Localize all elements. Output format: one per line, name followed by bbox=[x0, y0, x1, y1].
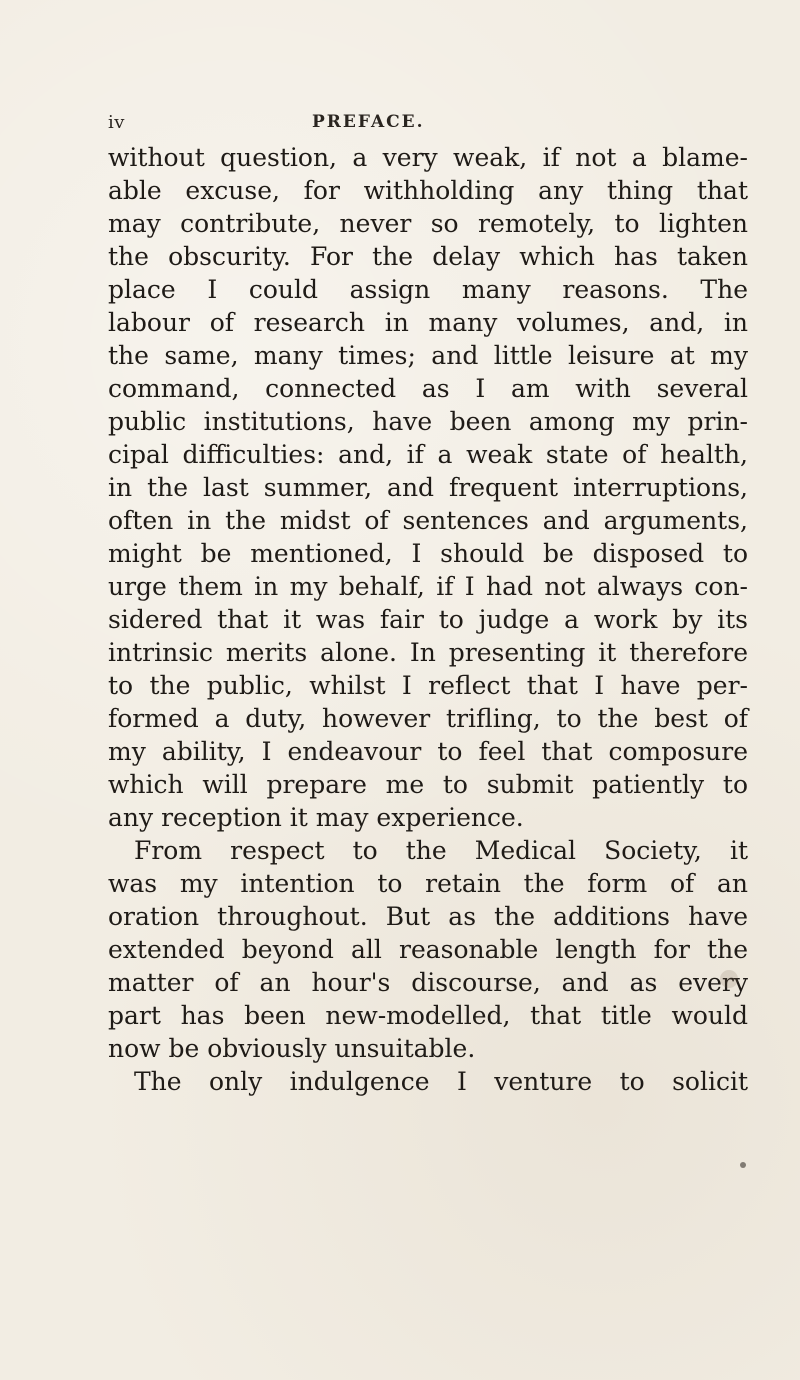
text-line: now be obviously unsuitable. bbox=[108, 1034, 476, 1063]
text-line: command, connected as I am with several bbox=[108, 374, 748, 403]
page-header bbox=[108, 112, 668, 136]
text-line: labour of research in many volumes, and, in bbox=[108, 308, 748, 337]
text-line: the obscurity. For the delay which has taken bbox=[108, 242, 748, 271]
text-line: urge them in my behalf, if I had not always con- bbox=[108, 572, 748, 601]
text-line: might be mentioned, I should be disposed to bbox=[108, 539, 748, 568]
paper-smudge bbox=[720, 970, 738, 988]
text-line: intrinsic merits alone. In presenting it therefore bbox=[108, 638, 748, 667]
page-number: iv bbox=[108, 112, 125, 133]
text-line: able excuse, for withholding any thing that bbox=[108, 176, 748, 205]
text-line: From respect to the Medical Society, it bbox=[134, 836, 748, 865]
text-line: which will prepare me to submit patiently to bbox=[108, 770, 748, 799]
text-line: extended beyond all reasonable length for the bbox=[108, 935, 748, 964]
text-line: in the last summer, and frequent interruptions, bbox=[108, 473, 748, 502]
text-line: matter of an hour's discourse, and as every bbox=[108, 968, 748, 997]
text-line: place I could assign many reasons. The bbox=[108, 275, 748, 304]
text-line: public institutions, have been among my prin- bbox=[108, 407, 748, 436]
text-line: often in the midst of sentences and arguments, bbox=[108, 506, 748, 535]
ink-spot bbox=[740, 1162, 746, 1168]
text-line: formed a duty, however trifling, to the best of bbox=[108, 704, 748, 733]
text-line: the same, many times; and little leisure at my bbox=[108, 341, 748, 370]
text-line: my ability, I endeavour to feel that composure bbox=[108, 737, 748, 766]
text-line: without question, a very weak, if not a blame- bbox=[108, 143, 748, 172]
text-line: The only indulgence I venture to solicit bbox=[134, 1067, 748, 1096]
text-line: oration throughout. But as the additions have bbox=[108, 902, 748, 931]
running-head: PREFACE. bbox=[312, 112, 425, 132]
text-line: any reception it may experience. bbox=[108, 803, 524, 832]
text-line: was my intention to retain the form of an bbox=[108, 869, 748, 898]
text-line: cipal difficulties: and, if a weak state of health, bbox=[108, 440, 748, 469]
text-line: to the public, whilst I reflect that I have per- bbox=[108, 671, 748, 700]
text-line: sidered that it was fair to judge a work by its bbox=[108, 605, 748, 634]
preface-text bbox=[108, 141, 748, 1098]
text-line: part has been new-modelled, that title would bbox=[108, 1001, 748, 1030]
text-line: may contribute, never so remotely, to lighten bbox=[108, 209, 748, 238]
